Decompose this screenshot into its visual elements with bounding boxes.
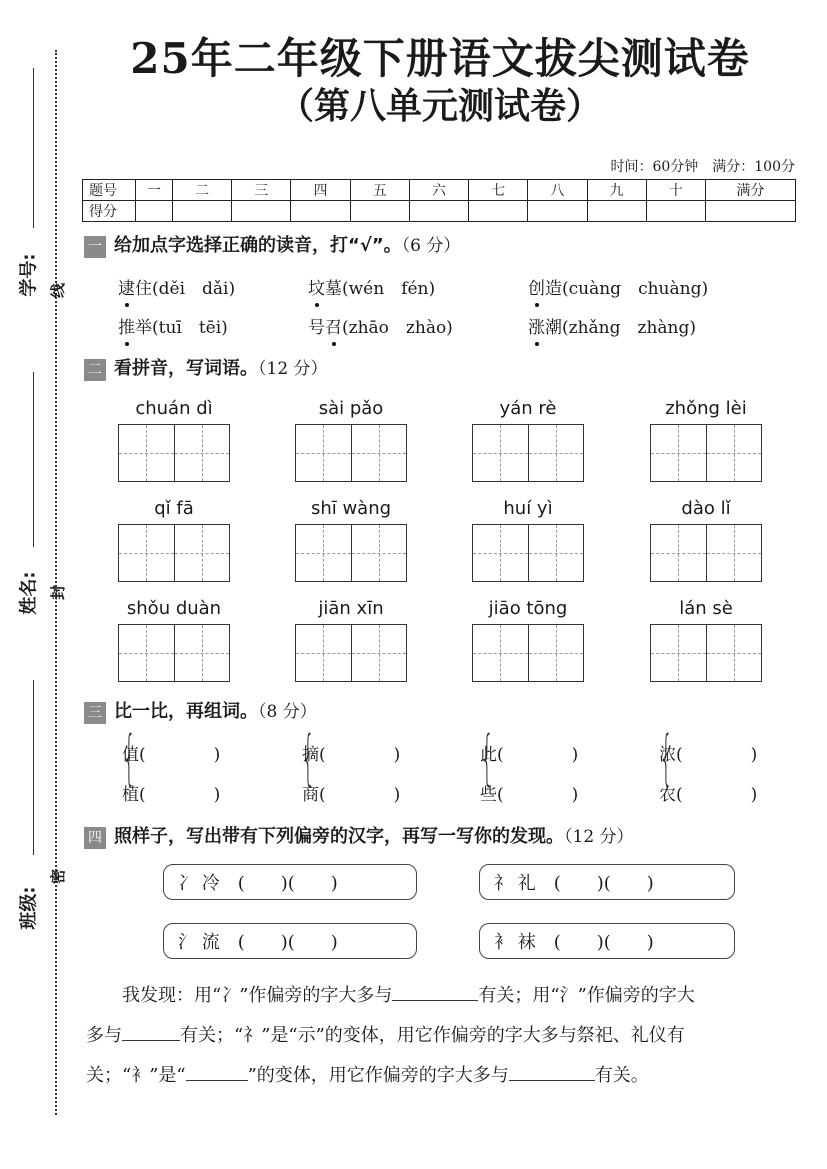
- compare-word[interactable]: 值( ): [122, 745, 221, 765]
- char: 住: [135, 279, 152, 299]
- dotted-char: 坟: [308, 279, 325, 299]
- score-col: 三: [232, 180, 291, 201]
- compare-word[interactable]: 商( ): [302, 785, 401, 805]
- score-col: 二: [173, 180, 232, 201]
- tianzige-cell[interactable]: [651, 525, 707, 581]
- score-cell[interactable]: [409, 201, 468, 222]
- char: 墓: [325, 279, 342, 299]
- tianzige-cell[interactable]: [529, 425, 584, 481]
- dotted-char: 创: [528, 279, 545, 299]
- tianzige-cell[interactable]: [707, 625, 762, 681]
- section2-points: （12 分）: [258, 359, 328, 379]
- writing-grid[interactable]: [295, 624, 407, 682]
- writing-grid[interactable]: [118, 424, 230, 482]
- pinyin-options[interactable]: (děi dǎi): [152, 279, 236, 299]
- para-text: 有关；用“氵”作偏旁的字大: [478, 985, 695, 1006]
- score-header-row: [83, 180, 796, 201]
- para-text: ”的变体，用它作偏旁的字大多与: [247, 1065, 509, 1086]
- score-col: 六: [409, 180, 468, 201]
- pinyin-label: huí yì: [503, 498, 553, 519]
- tianzige-cell[interactable]: [352, 425, 407, 481]
- score-cell[interactable]: [350, 201, 409, 222]
- class-underline: [33, 680, 34, 855]
- compare-word[interactable]: 些( ): [480, 785, 579, 805]
- s1-item: [528, 274, 708, 299]
- page-title: 25年二年级下册语文拔尖测试卷: [130, 34, 750, 83]
- writing-grid[interactable]: [472, 424, 584, 482]
- compare-word[interactable]: 摘( ): [302, 745, 401, 765]
- radical-box[interactable]: 衤 袜 ( )( ): [479, 923, 735, 959]
- tianzige-cell[interactable]: [296, 625, 352, 681]
- writing-grid[interactable]: [118, 524, 230, 582]
- writing-grid[interactable]: [650, 524, 762, 582]
- score-cell[interactable]: [232, 201, 291, 222]
- tianzige-cell[interactable]: [352, 625, 407, 681]
- score-cell[interactable]: [646, 201, 705, 222]
- tianzige-cell[interactable]: [296, 425, 352, 481]
- score-table: [82, 179, 796, 222]
- dotted-char: 涨: [528, 318, 545, 338]
- tianzige-cell[interactable]: [529, 625, 584, 681]
- section2-heading: [84, 354, 328, 381]
- compare-word[interactable]: 此( ): [480, 745, 579, 765]
- s1-item: [308, 274, 435, 299]
- brace-icon: {: [480, 723, 494, 793]
- pinyin-label: qǐ fā: [154, 498, 194, 519]
- pinyin-label: zhǒng lèi: [665, 398, 747, 419]
- answer-blank[interactable]: [509, 1080, 595, 1081]
- writing-grid[interactable]: [295, 524, 407, 582]
- section4-title: 照样子，写出带有下列偏旁的汉字，再写一写你的发现。: [114, 826, 564, 847]
- tianzige-cell[interactable]: [473, 525, 529, 581]
- section4-number: 四: [84, 827, 106, 849]
- score-cell[interactable]: [528, 201, 587, 222]
- compare-word[interactable]: 农( ): [659, 785, 758, 805]
- tianzige-cell[interactable]: [473, 625, 529, 681]
- pinyin-label: jiāo tōng: [488, 598, 568, 619]
- section1-title: 给加点字选择正确的读音，打“√”。: [114, 235, 402, 256]
- score-col: 四: [291, 180, 350, 201]
- discovery-paragraph: [86, 976, 796, 1096]
- s1-item: [528, 313, 696, 338]
- char: 举: [135, 318, 152, 338]
- section4-points: （12 分）: [564, 827, 634, 847]
- section1-number: 一: [84, 236, 106, 258]
- name-label: 姓名:: [18, 571, 40, 615]
- tianzige-cell[interactable]: [119, 425, 175, 481]
- writing-grid[interactable]: [650, 424, 762, 482]
- binding-line: [55, 50, 57, 1115]
- time-info: 时间：60分钟 满分：100分: [610, 159, 795, 175]
- section1-heading: [84, 231, 460, 258]
- para-text: 有关；“礻”是“示”的变体，用它作偏旁的字大多与祭祀、礼仪有: [180, 1025, 685, 1046]
- brace-icon: {: [659, 723, 673, 793]
- dotted-char: 推: [118, 318, 135, 338]
- radical-box[interactable]: 礻 礼 ( )( ): [479, 864, 735, 900]
- score-cell[interactable]: [173, 201, 232, 222]
- seal-feng: 封: [49, 584, 68, 601]
- pinyin-options[interactable]: (tuī tēi): [152, 318, 228, 338]
- char: 号: [308, 318, 325, 338]
- tianzige-cell[interactable]: [651, 425, 707, 481]
- dotted-char: 召: [325, 318, 342, 338]
- score-col: 八: [528, 180, 587, 201]
- tianzige-cell[interactable]: [296, 525, 352, 581]
- pinyin-label: shǒu duàn: [126, 598, 222, 619]
- tianzige-cell[interactable]: [473, 425, 529, 481]
- answer-blank[interactable]: [392, 1000, 478, 1001]
- tianzige-cell[interactable]: [352, 525, 407, 581]
- seal-mi: 密: [49, 868, 68, 885]
- writing-grid[interactable]: [118, 624, 230, 682]
- pinyin-label: chuán dì: [135, 398, 213, 419]
- pinyin-label: lán sè: [679, 598, 733, 619]
- section2-number: 二: [84, 359, 106, 381]
- pinyin-options[interactable]: (zhǎng zhàng): [562, 318, 697, 338]
- section2-title: 看拼音，写词语。: [114, 358, 258, 379]
- para-text: 关；“衤”是“: [86, 1065, 186, 1086]
- section1-points: （6 分）: [401, 236, 461, 256]
- writing-grid[interactable]: [295, 424, 407, 482]
- score-cell[interactable]: [587, 201, 646, 222]
- section4-heading: [84, 822, 634, 849]
- section3-number: 三: [84, 702, 106, 724]
- compare-word[interactable]: 植( ): [122, 785, 221, 805]
- score-col: 九: [587, 180, 646, 201]
- student-id-label: 学号:: [18, 253, 40, 297]
- answer-blank[interactable]: [122, 1040, 180, 1041]
- score-cell[interactable]: [705, 201, 795, 222]
- score-value-row: [83, 201, 796, 222]
- score-col: 十: [646, 180, 705, 201]
- pinyin-options[interactable]: (cuàng chuàng): [562, 279, 709, 299]
- radical-box[interactable]: 氵 流 ( )( ): [163, 923, 417, 959]
- student-id-underline: [33, 68, 34, 228]
- tianzige-cell[interactable]: [119, 525, 175, 581]
- tianzige-cell[interactable]: [651, 625, 707, 681]
- para-text: 多与: [86, 1025, 122, 1046]
- score-row-label: 得分: [83, 201, 136, 222]
- tianzige-cell[interactable]: [175, 625, 230, 681]
- dotted-char: 逮: [118, 279, 135, 299]
- pinyin-options[interactable]: (zhāo zhào): [342, 318, 453, 338]
- name-underline: [33, 372, 34, 547]
- brace-icon: {: [301, 723, 315, 793]
- tianzige-cell[interactable]: [707, 425, 762, 481]
- tianzige-cell[interactable]: [119, 625, 175, 681]
- section3-points: （8 分）: [258, 702, 317, 722]
- score-col: 满分: [705, 180, 795, 201]
- score-cell[interactable]: [469, 201, 528, 222]
- pinyin-label: jiān xīn: [318, 598, 384, 619]
- score-col-label: 题号: [83, 180, 136, 201]
- score-cell[interactable]: [136, 201, 173, 222]
- char: 潮: [545, 318, 562, 338]
- compare-word[interactable]: 浓( ): [659, 745, 758, 765]
- section3-heading: [84, 697, 317, 724]
- char: 造: [545, 279, 562, 299]
- tianzige-cell[interactable]: [175, 425, 230, 481]
- score-cell[interactable]: [291, 201, 350, 222]
- pinyin-label: yán rè: [499, 398, 557, 419]
- class-label: 班级:: [18, 886, 40, 930]
- s1-item: [308, 313, 453, 338]
- seal-xian: 线: [49, 282, 68, 299]
- s1-item: [118, 274, 235, 299]
- answer-blank[interactable]: [186, 1080, 248, 1081]
- radical-box[interactable]: 冫 冷 ( )( ): [163, 864, 417, 900]
- pinyin-options[interactable]: (wén fén): [342, 279, 436, 299]
- para-text: 有关。: [594, 1065, 649, 1086]
- score-col: 一: [136, 180, 173, 201]
- pinyin-label: shī wàng: [310, 498, 392, 519]
- pinyin-label: dào lǐ: [681, 498, 731, 519]
- tianzige-cell[interactable]: [707, 525, 762, 581]
- brace-icon: {: [122, 723, 136, 793]
- section3-title: 比一比，再组词。: [114, 701, 258, 722]
- page-subtitle: （第八单元测试卷）: [277, 85, 602, 127]
- tianzige-cell[interactable]: [529, 525, 584, 581]
- para-text: 我发现：用“冫”作偏旁的字大多与: [122, 985, 393, 1006]
- score-col: 五: [350, 180, 409, 201]
- s1-item: [118, 313, 228, 338]
- tianzige-cell[interactable]: [175, 525, 230, 581]
- writing-grid[interactable]: [472, 524, 584, 582]
- writing-grid[interactable]: [472, 624, 584, 682]
- writing-grid[interactable]: [650, 624, 762, 682]
- pinyin-label: sài pǎo: [318, 398, 384, 419]
- score-col: 七: [469, 180, 528, 201]
